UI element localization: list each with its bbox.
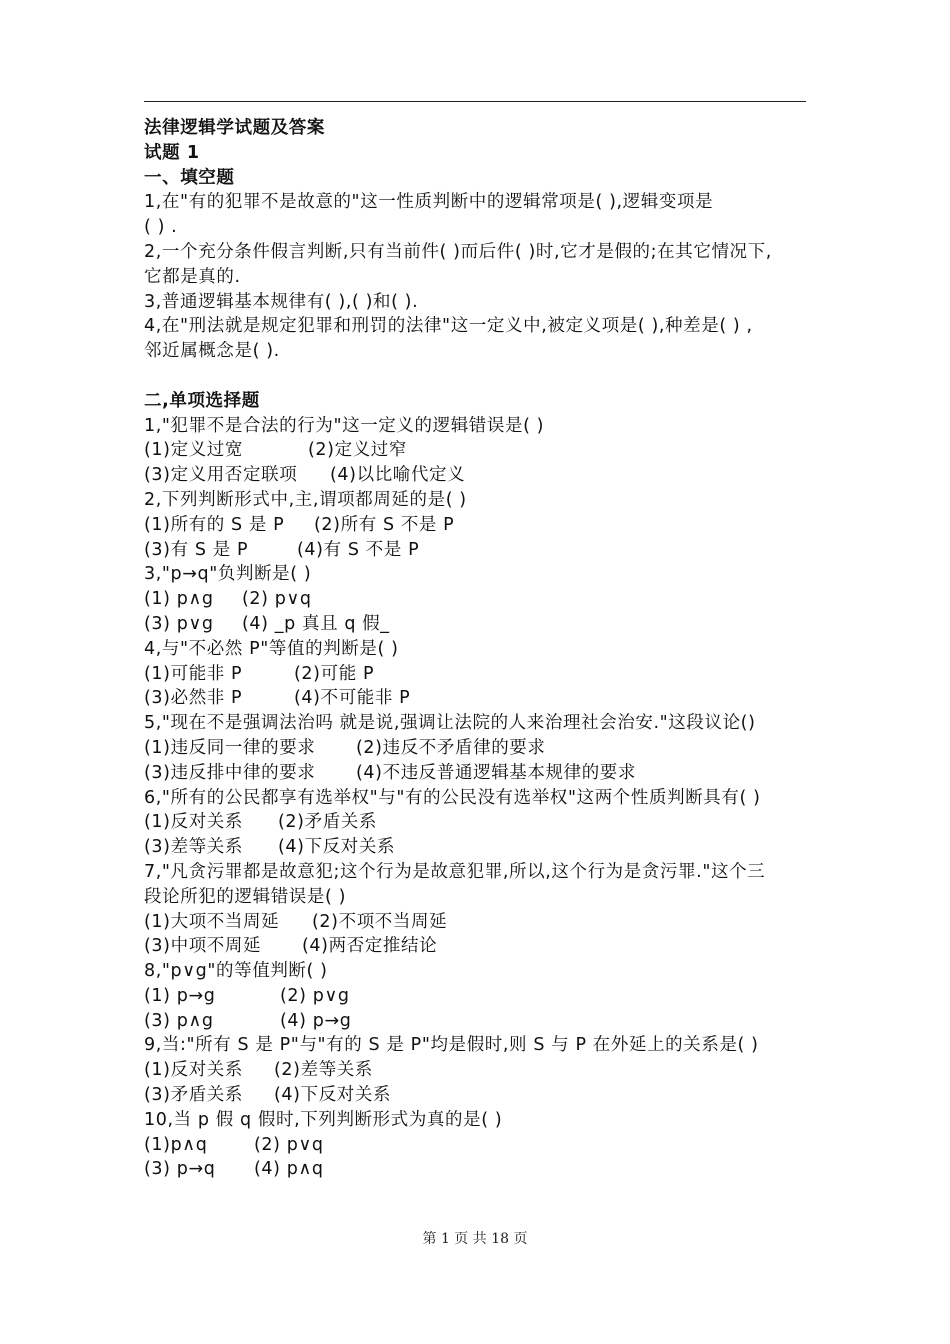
option: (4)两否定推结论: [302, 936, 438, 957]
option: (1)所有的 S 是 P: [144, 514, 285, 535]
header-rule: [144, 101, 806, 102]
option-row: [144, 438, 806, 463]
option: (3)定义用否定联项: [144, 465, 298, 486]
option: (4) p∧q: [254, 1159, 324, 1180]
question-stem: 3,"p→q"负判断是( ): [144, 564, 312, 585]
option: (3) p→q: [144, 1159, 216, 1180]
option-row: [144, 686, 806, 711]
option-row: [144, 463, 806, 488]
question-stem: 9,当:"所有 S 是 P"与"有的 S 是 P"均是假时,则 S 与 P 在外延上的关系是( ): [144, 1035, 759, 1056]
option-row: [144, 1009, 806, 1034]
option-row: [144, 736, 806, 761]
question-stem: 10,当 p 假 q 假时,下列判断形式为真的是( ): [144, 1109, 503, 1130]
option: (3)矛盾关系: [144, 1085, 243, 1106]
option-row: [144, 1058, 806, 1083]
exam-subtitle: 试题 1: [144, 142, 200, 163]
option: (4)不可能非 P: [294, 688, 411, 709]
option: (2) p∨q: [242, 589, 312, 610]
page-number-footer: 第 1 页 共 18 页: [422, 1231, 528, 1247]
option: (2)定义过窄: [308, 440, 407, 461]
option-row: [144, 662, 806, 687]
option-row: [144, 910, 806, 935]
option: (2)所有 S 不是 P: [314, 514, 455, 535]
section-spacer: [144, 364, 806, 389]
option: (2)可能 P: [294, 663, 375, 684]
option: (1) p→g: [144, 985, 216, 1006]
question-stem: 6,"所有的公民都享有选举权"与"有的公民没有选举权"这两个性质判断具有( ): [144, 787, 761, 808]
option: (3) p∧g: [144, 1010, 214, 1031]
option: (2)矛盾关系: [278, 812, 377, 833]
fill-blank-q1-line2: ( ) .: [144, 217, 178, 238]
option: (1)可能非 P: [144, 663, 243, 684]
fill-blank-q1-line1: 1,在"有的犯罪不是故意的"这一性质判断中的逻辑常项是( ),逻辑变项是: [144, 192, 714, 213]
option: (4)有 S 不是 P: [297, 539, 420, 560]
option: (4)下反对关系: [278, 837, 396, 858]
option: (3)有 S 是 P: [144, 539, 249, 560]
question-stem: 7,"凡贪污罪都是故意犯;这个行为是故意犯罪,所以,这个行为是贪污罪."这个三: [144, 861, 766, 882]
option: (4)下反对关系: [274, 1085, 392, 1106]
option: (1)大项不当周延: [144, 911, 280, 932]
question-stem: 1,"犯罪不是合法的行为"这一定义的逻辑错误是( ): [144, 415, 545, 436]
option: (3)差等关系: [144, 837, 243, 858]
option-row: [144, 587, 806, 612]
option-row: [144, 1133, 806, 1158]
option: (2)违反不矛盾律的要求: [356, 737, 546, 758]
option: (3)必然非 P: [144, 688, 243, 709]
option-row: [144, 835, 806, 860]
option: (1)反对关系: [144, 812, 243, 833]
option: (1) p∧g: [144, 589, 214, 610]
option-row: [144, 513, 806, 538]
option: (2)不项不当周延: [312, 911, 448, 932]
option: (4) _p 真且 q 假_: [242, 613, 390, 634]
document-title: 法律逻辑学试题及答案: [144, 118, 325, 138]
option: (1)反对关系: [144, 1060, 243, 1081]
option: (2) p∨g: [280, 985, 350, 1006]
fill-blank-q4-line2: 邻近属概念是( ).: [144, 341, 280, 362]
option: (2)差等关系: [274, 1060, 373, 1081]
option-row: [144, 1083, 806, 1108]
option: (1)p∧q: [144, 1134, 208, 1155]
option: (1)定义过宽: [144, 440, 243, 461]
option: (3)违反排中律的要求: [144, 762, 316, 783]
option-row: [144, 612, 806, 637]
question-stem-continued: 段论所犯的逻辑错误是( ): [144, 886, 347, 907]
option-row: [144, 984, 806, 1009]
fill-blank-q2-line2: 它都是真的.: [144, 266, 241, 287]
question-stem: 5,"现在不是强调法治吗 就是说,强调让法院的人来治理社会治安."这段议论(): [144, 713, 756, 734]
option: (1)违反同一律的要求: [144, 737, 316, 758]
option-row: [144, 761, 806, 786]
fill-blank-q3: 3,普通逻辑基本规律有( ),( )和( ).: [144, 291, 419, 312]
fill-blank-q4-line1: 4,在"刑法就是规定犯罪和刑罚的法律"这一定义中,被定义项是( ),种差是( ) ,: [144, 316, 753, 337]
option-row: [144, 1157, 806, 1182]
section-heading-single-choice: 二,单项选择题: [144, 390, 260, 411]
option: (4) p→g: [280, 1010, 352, 1031]
option: (2) p∨q: [254, 1134, 324, 1155]
option-row: [144, 810, 806, 835]
option: (4)以比喻代定义: [330, 465, 466, 486]
option: (3)中项不周延: [144, 936, 262, 957]
option: (3) p∨g: [144, 613, 214, 634]
question-stem: 2,下列判断形式中,主,谓项都周延的是( ): [144, 489, 467, 510]
question-stem: 4,与"不必然 P"等值的判断是( ): [144, 638, 399, 659]
option: (4)不违反普通逻辑基本规律的要求: [356, 762, 636, 783]
document-body: [144, 116, 806, 1182]
option-row: [144, 538, 806, 563]
fill-blank-q2-line1: 2,一个充分条件假言判断,只有当前件( )而后件( )时,它才是假的;在其它情况下,: [144, 241, 772, 262]
question-stem: 8,"p∨g"的等值判断( ): [144, 961, 328, 982]
option-row: [144, 934, 806, 959]
section-heading-fill-blank: 一、填空题: [144, 167, 235, 188]
